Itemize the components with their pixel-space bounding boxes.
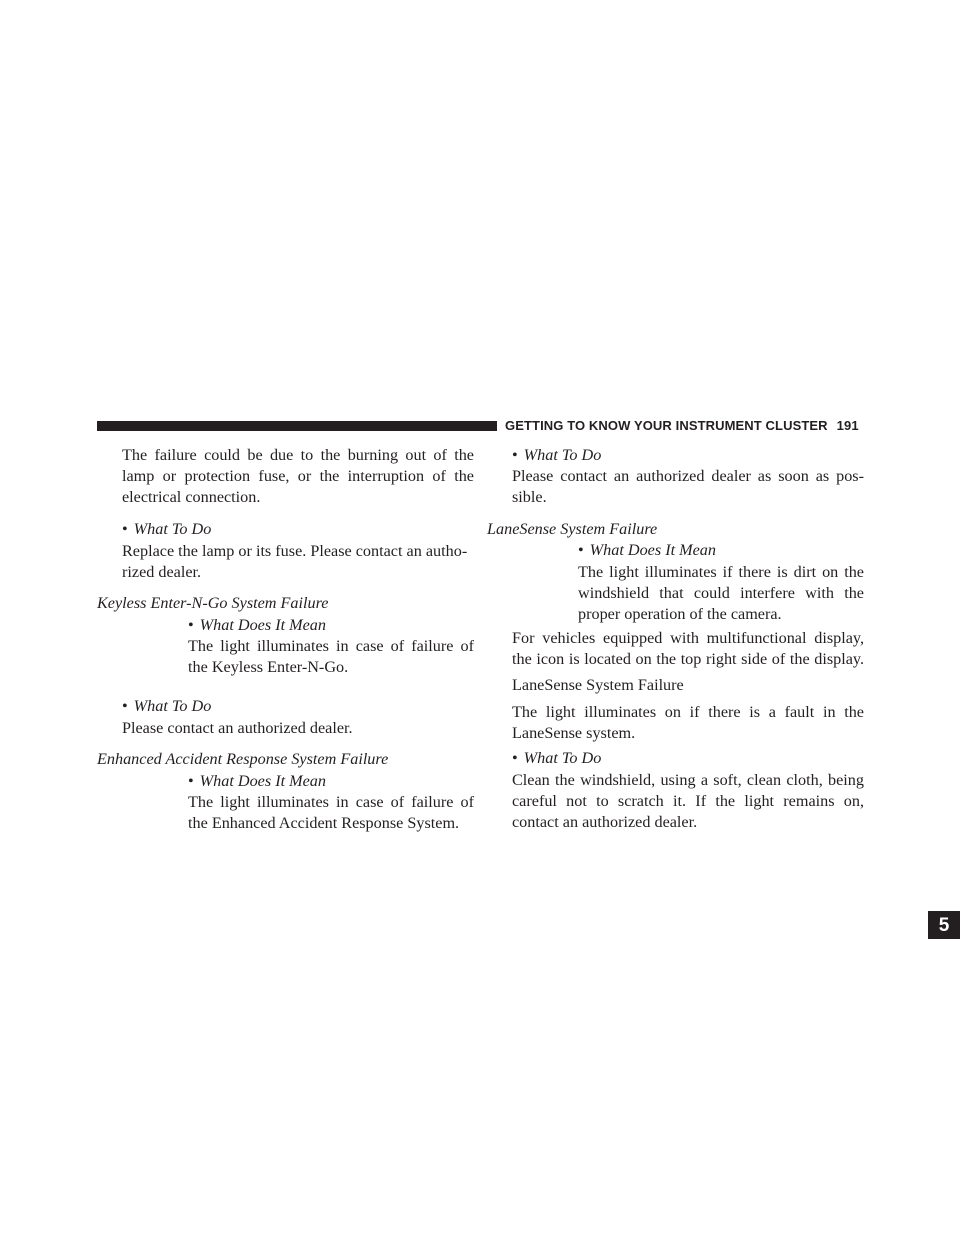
paragraph-line: the icon is located on the top right side of the display. [512, 650, 864, 668]
bullet-icon: • [122, 520, 128, 538]
bullet-icon: • [122, 697, 128, 715]
what-to-do-item: • What To Do [512, 446, 602, 464]
bullet-icon: • [512, 446, 518, 464]
paragraph-line: The light illuminates in case of failure of [188, 637, 474, 655]
paragraph-line: The failure could be due to the burning out of the [122, 446, 474, 464]
paragraph-line: windshield that could interfere with the [578, 584, 864, 602]
paragraph-line: the Keyless Enter-N-Go. [188, 658, 349, 676]
section-heading: Keyless Enter-N-Go System Failure [97, 594, 329, 612]
paragraph-line: rized dealer. [122, 563, 202, 581]
section-heading: LaneSense System Failure [487, 520, 658, 538]
paragraph-line: The light illuminates if there is dirt on the [578, 563, 864, 581]
paragraph-line: The light illuminates in case of failure of [188, 793, 474, 811]
paragraph-line: sible. [512, 488, 547, 506]
header-rule [97, 421, 497, 431]
bullet-icon: • [512, 749, 518, 767]
paragraph-line: The light illuminates on if there is a fault in the [512, 703, 864, 721]
what-does-it-mean-item: • What Does It Mean [578, 541, 716, 559]
bullet-icon: • [188, 772, 194, 790]
chapter-tab[interactable]: 5 [928, 911, 960, 939]
what-does-it-mean-item: • What Does It Mean [188, 772, 326, 790]
paragraph-line: contact an authorized dealer. [512, 813, 698, 831]
section-heading: Enhanced Accident Response System Failure [97, 750, 389, 768]
what-to-do-item: • What To Do [122, 520, 212, 538]
section-title: GETTING TO KNOW YOUR INSTRUMENT CLUSTER [505, 418, 828, 433]
paragraph-line: Please contact an authorized dealer as soon as pos- [512, 467, 864, 485]
what-does-it-mean-item: • What Does It Mean [188, 616, 326, 634]
page-number: 191 [836, 418, 859, 433]
paragraph-line: lamp or protection fuse, or the interruption of the [122, 467, 474, 485]
paragraph-line: Clean the windshield, using a soft, clean cloth, being [512, 771, 864, 789]
paragraph-line: LaneSense system. [512, 724, 636, 742]
what-to-do-item: • What To Do [122, 697, 212, 715]
paragraph-line: electrical connection. [122, 488, 261, 506]
paragraph-line: proper operation of the camera. [578, 605, 782, 623]
paragraph-line: the Enhanced Accident Response System. [188, 814, 460, 832]
paragraph-line: For vehicles equipped with multifunctional display, [512, 629, 864, 647]
paragraph-line: LaneSense System Failure [512, 676, 684, 694]
paragraph-line: Please contact an authorized dealer. [122, 719, 353, 737]
bullet-icon: • [578, 541, 584, 559]
paragraph-line: Replace the lamp or its fuse. Please contact an autho- [122, 542, 468, 560]
paragraph-line: careful not to scratch it. If the light remains on, [512, 792, 864, 810]
running-header [505, 418, 859, 433]
bullet-icon: • [188, 616, 194, 634]
what-to-do-item: • What To Do [512, 749, 602, 767]
